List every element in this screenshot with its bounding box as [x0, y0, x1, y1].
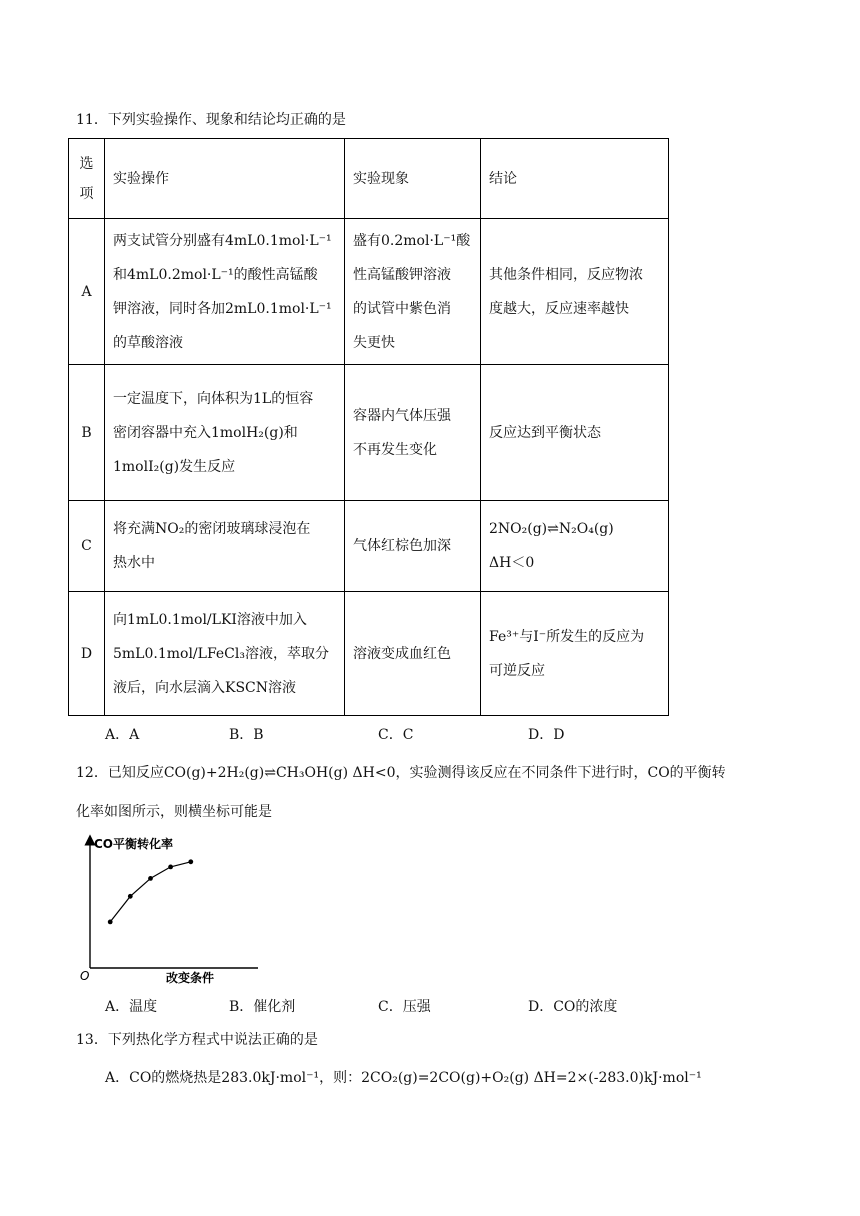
op-line: 钾溶液，同时各加2mL0.1mol·L⁻¹ [113, 300, 332, 317]
op-line: 密闭容器中充入1molH₂(g)和 [113, 424, 298, 441]
concl-line: Fe³⁺与I⁻所发生的反应为 [489, 628, 645, 645]
phen-line: 性高锰酸钾溶液 [353, 266, 451, 283]
origin-label: O [80, 969, 90, 983]
q12-option-a[interactable]: A．温度 [105, 999, 158, 1015]
q12-option-b[interactable]: B．催化剂 [229, 999, 296, 1015]
op-line: 一定温度下，向体积为1L的恒容 [113, 390, 314, 407]
row-phenomenon [345, 219, 481, 365]
phen-line: 的试管中紫色消 [353, 300, 451, 317]
op-line: 5mL0.1mol/LFeCl₃溶液，萃取分 [113, 645, 329, 662]
table-row [69, 219, 669, 365]
q11-option-a[interactable]: A．A [105, 727, 140, 743]
row-label: A [69, 219, 105, 365]
op-line: 液后，向水层滴入KSCN溶液 [113, 679, 297, 696]
table-row [69, 501, 669, 592]
y-axis-label: CO平衡转化率 [94, 837, 174, 851]
row-phenomenon [345, 365, 481, 501]
q11-option-c[interactable]: C．C [378, 727, 414, 743]
row-conclusion [481, 365, 669, 501]
table-header-row [69, 139, 669, 219]
row-conclusion [481, 501, 669, 592]
row-conclusion [481, 592, 669, 716]
concl-line: 反应达到平衡状态 [489, 424, 601, 441]
q11-stem: 11．下列实验操作、现象和结论均正确的是 [76, 112, 346, 128]
q11-option-d[interactable]: D．D [528, 727, 565, 743]
concl-line: ΔH＜0 [489, 555, 535, 571]
q11-option-b[interactable]: B．B [229, 727, 264, 743]
phen-line: 盛有0.2mol·L⁻¹酸 [353, 232, 471, 249]
op-line: 两支试管分别盛有4mL0.1mol·L⁻¹ [113, 232, 332, 249]
phen-line: 气体红棕色加深 [353, 538, 451, 554]
header-conclusion: 结论 [481, 139, 669, 219]
row-label: B [69, 365, 105, 501]
row-label: D [69, 592, 105, 716]
x-axis-label: 改变条件 [166, 971, 215, 985]
series-line [110, 862, 191, 922]
q12-stem-line2: 化率如图所示，则横坐标可能是 [76, 804, 272, 820]
data-point [188, 859, 193, 864]
concl-line: 2NO₂(g)⇌N₂O₄(g) [489, 521, 614, 537]
data-point [148, 876, 153, 881]
header-option-text: 选项 [79, 155, 94, 202]
row-phenomenon [345, 592, 481, 716]
row-operation [105, 365, 345, 501]
table-row [69, 365, 669, 501]
op-line: 和4mL0.2mol·L⁻¹的酸性高锰酸 [113, 266, 318, 283]
series-group [108, 859, 193, 924]
header-option [69, 139, 105, 219]
table-row [69, 592, 669, 716]
row-operation [105, 592, 345, 716]
concl-line: 可逆反应 [489, 662, 545, 679]
phen-line: 容器内气体压强 [353, 407, 451, 424]
row-label: C [69, 501, 105, 592]
row-operation [105, 501, 345, 592]
concl-line: 其他条件相同，反应物浓 [489, 266, 643, 283]
op-line: 的草酸溶液 [113, 334, 183, 351]
op-line: 向1mL0.1mol/LKI溶液中加入 [113, 611, 307, 628]
data-point [108, 920, 113, 925]
op-line: 将充满NO₂的密闭玻璃球浸泡在 [113, 521, 311, 537]
phen-line: 失更快 [353, 334, 395, 351]
header-phenomenon: 实验现象 [345, 139, 481, 219]
row-conclusion [481, 219, 669, 365]
conversion-chart [74, 826, 274, 986]
op-line: 热水中 [113, 555, 155, 571]
row-operation [105, 219, 345, 365]
header-operation: 实验操作 [105, 139, 345, 219]
q13-stem: 13．下列热化学方程式中说法正确的是 [76, 1032, 318, 1048]
data-point [168, 865, 173, 870]
q13-option-a[interactable]: A．CO的燃烧热是283.0kJ·mol⁻¹，则：2CO₂(g)=2CO(g)+O₂(g) ΔH=2×(-283.0)kJ·mol⁻¹ [105, 1070, 702, 1086]
row-phenomenon [345, 501, 481, 592]
q12-stem-line1: 12．已知反应CO(g)+2H₂(g)⇌CH₃OH(g) ΔH<0，实验测得该反应在不同条件下进行时，CO的平衡转 [76, 765, 726, 781]
q12-option-c[interactable]: C．压强 [378, 999, 431, 1015]
concl-line: 度越大，反应速率越快 [489, 300, 629, 317]
phen-line: 不再发生变化 [353, 441, 437, 458]
phen-line: 溶液变成血红色 [353, 645, 451, 662]
op-line: 1molI₂(g)发生反应 [113, 458, 236, 475]
data-point [128, 894, 133, 899]
q12-option-d[interactable]: D．CO的浓度 [528, 999, 618, 1015]
q11-table [68, 138, 669, 716]
